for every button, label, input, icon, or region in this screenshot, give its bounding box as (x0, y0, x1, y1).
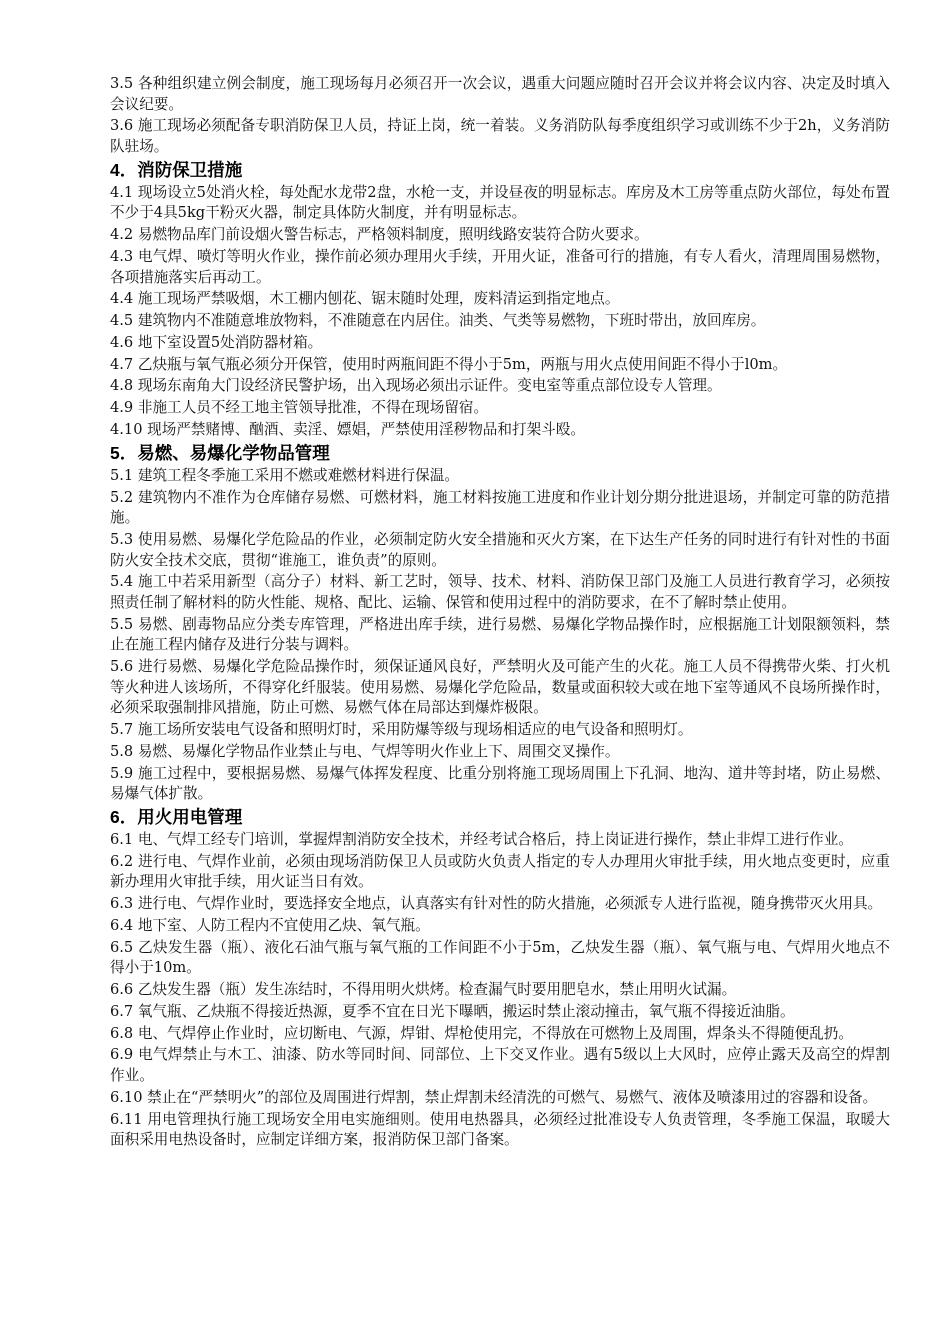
paragraph-5-5: 5.5 易燃、剧毒物品应分类专库管理，严格进出库手续，进行易燃、易爆化学物品操作时，应根据施工计划限额领料，禁止在施工程内储存及进行分装与调料。 (110, 615, 890, 654)
paragraph-6-4: 6.4 地下室、人防工程内不宜使用乙炔、氧气瓶。 (110, 916, 430, 934)
paragraph-5-2: 5.2 建筑物内不准作为仓库储存易燃、可燃材料，施工材料按施工进度和作业计划分期分批进退场，并制定可靠的防范措施。 (110, 488, 890, 527)
paragraph-5-3: 5.3 使用易燃、易爆化学危险品的作业，必须制定防火安全措施和灭火方案，在下达生产任务的同时进行有针对性的书面防火安全技术交底，贯彻“谁施工，谁负责”的原则。 (110, 530, 890, 569)
paragraph-6-1: 6.1 电、气焊工经专门培训，掌握焊割消防安全技术，并经考试合格后，持上岗证进行操作，禁止非焊工进行作业。 (110, 830, 853, 848)
paragraph-4-6: 4.6 地下室设置5处消防器材箱。 (110, 333, 323, 351)
paragraph-5-8: 5.8 易燃、易爆化学物品作业禁止与电、气焊等明火作业上下、周围交叉操作。 (110, 742, 620, 760)
paragraph-6-10: 6.10 禁止在“严禁明火”的部位及周围进行焊割，禁止焊割未经清洗的可燃气、易燃气、液体及喷漆用过的容器和设备。 (110, 1088, 878, 1106)
section-heading-5: 5．易燃、易爆化学物品管理 (110, 442, 330, 463)
paragraph-4-2: 4.2 易燃物品库门前设烟火警告标志，严格领料制度，照明线路安装符合防火要求。 (110, 226, 649, 244)
paragraph-6-7: 6.7 氧气瓶、乙炔瓶不得接近热源，夏季不宜在日光下曝晒，搬运时禁止滚动撞击，氧气瓶不得接近油脂。 (110, 1002, 795, 1020)
document-body (110, 74, 890, 1152)
paragraph-4-8: 4.8 现场东南角大门设经济民警护场，出入现场必须出示证件。变电室等重点部位设专人管理。 (110, 377, 722, 395)
paragraph-6-11: 6.11 用电管理执行施工现场安全用电实施细则。使用电热器具，必须经过批准设专人负责管理，冬季施工保温，取暖大面积采用电热设备时，应制定详细方案，报消防保卫部门备案。 (110, 1110, 890, 1149)
paragraph-5-4: 5.4 施工中若采用新型（高分子）材料、新工艺时，领导、技术、材料、消防保卫部门及施工人员进行教育学习，必须按照责任制了解材料的防火性能、规格、配比、运输、保管和使用过程中的消防要求，在不了解时禁止使用。 (110, 573, 890, 611)
paragraph-6-8: 6.8 电、气焊停止作业时，应切断电、气源，焊钳、焊枪使用完，不得放在可燃物上及周围，焊条头不得随便乱扔。 (110, 1024, 853, 1042)
section-heading-4: 4．消防保卫措施 (110, 159, 243, 180)
paragraph-6-6: 6.6 乙炔发生器（瓶）发生冻结时，不得用明火烘烤。检查漏气时要用肥皂水，禁止用明火试漏。 (110, 981, 737, 999)
paragraph-4-7: 4.7 乙炔瓶与氧气瓶必须分开保管，使用时两瓶间距不得小于5m，两瓶与用火点使用间距不得小于l0m。 (110, 355, 788, 373)
paragraph-6-2: 6.2 进行电、气焊作业前，必须由现场消防保卫人员或防火负责人指定的专人办理用火审批手续，用火地点变更时，应重新办理用火审批手续，用火证当日有效。 (110, 852, 890, 891)
paragraph-5-6: 5.6 进行易燃、易爆化学危险品操作时，须保证通风良好，严禁明火及可能产生的火花。施工人员不得携带火柴、打火机等火种进人该场所，不得穿化纤服装。使用易燃、易爆化学危险品，数量或面积较大或在地下室等通风不良场所操作时，必须采取强制排风措施，防止可燃、易燃气体在局部达到爆炸极限。 (110, 658, 890, 717)
paragraph-5-9: 5.9 施工过程中，要根据易燃、易爆气体挥发程度、比重分别将施工现场周围上下孔洞、地沟、道井等封堵，防止易燃、易爆气体扩散。 (110, 764, 890, 803)
paragraph-4-4: 4.4 施工现场严禁吸烟，木工棚内刨花、锯末随时处理，废料清运到指定地点。 (110, 290, 620, 308)
paragraph-6-5: 6.5 乙炔发生器（瓶）、液化石油气瓶与氧气瓶的工作间距不小于5m，乙炔发生器（瓶）、氧气瓶与电、气焊用火地点不得小于10m。 (110, 938, 890, 977)
paragraph-4-1: 4.1 现场设立5处消火栓，每处配水龙带2盘，水枪一支，并设昼夜的明显标志。库房及木工房等重点防火部位，每处布置不少于4具5kg干粉灭火器，制定具体防火制度，并有明显标志。 (110, 183, 890, 222)
paragraph-4-9: 4.9 非施工人员不经工地主管领导批准，不得在现场留宿。 (110, 399, 489, 417)
paragraph-3-5: 3.5 各种组织建立例会制度，施工现场每月必须召开一次会议，遇重大问题应随时召开会议并将会议内容、决定及时填入会议纪要。 (110, 75, 890, 113)
paragraph-4-5: 4.5 建筑物内不准随意堆放物料，不准随意在内居住。油类、气类等易燃物，下班时带出，放回库房。 (110, 312, 766, 330)
paragraph-5-7: 5.7 施工场所安装电气设备和照明灯时，采用防爆等级与现场相适应的电气设备和照明灯。 (110, 721, 693, 738)
paragraph-4-3: 4.3 电气焊、喷灯等明火作业，操作前必须办理用火手续，开用火证，准备可行的措施，有专人看火，清理周围易燃物，各项措施落实后再动工。 (110, 247, 890, 286)
paragraph-3-6: 3.6 施工现场必须配备专职消防保卫人员，持证上岗，统一着装。义务消防队每季度组织学习或训练不少于2h，义务消防队驻场。 (110, 117, 890, 155)
section-heading-6: 6．用火用电管理 (110, 806, 243, 827)
paragraph-5-1: 5.1 建筑工程冬季施工采用不燃或难燃材料进行保温。 (110, 466, 459, 484)
paragraph-6-3: 6.3 进行电、气焊作业时，要选择安全地点，认真落实有针对性的防火措施，必须派专人进行监视，随身携带灭火用具。 (110, 895, 883, 913)
paragraph-6-9: 6.9 电气焊禁止与木工、油漆、防水等同时间、同部位、上下交叉作业。遇有5级以上大风时，应停止露天及高空的焊割作业。 (110, 1046, 890, 1084)
paragraph-4-10: 4.10 现场严禁赌博、酗酒、卖淫、嫖娼，严禁使用淫秽物品和打架斗殴。 (110, 420, 585, 438)
